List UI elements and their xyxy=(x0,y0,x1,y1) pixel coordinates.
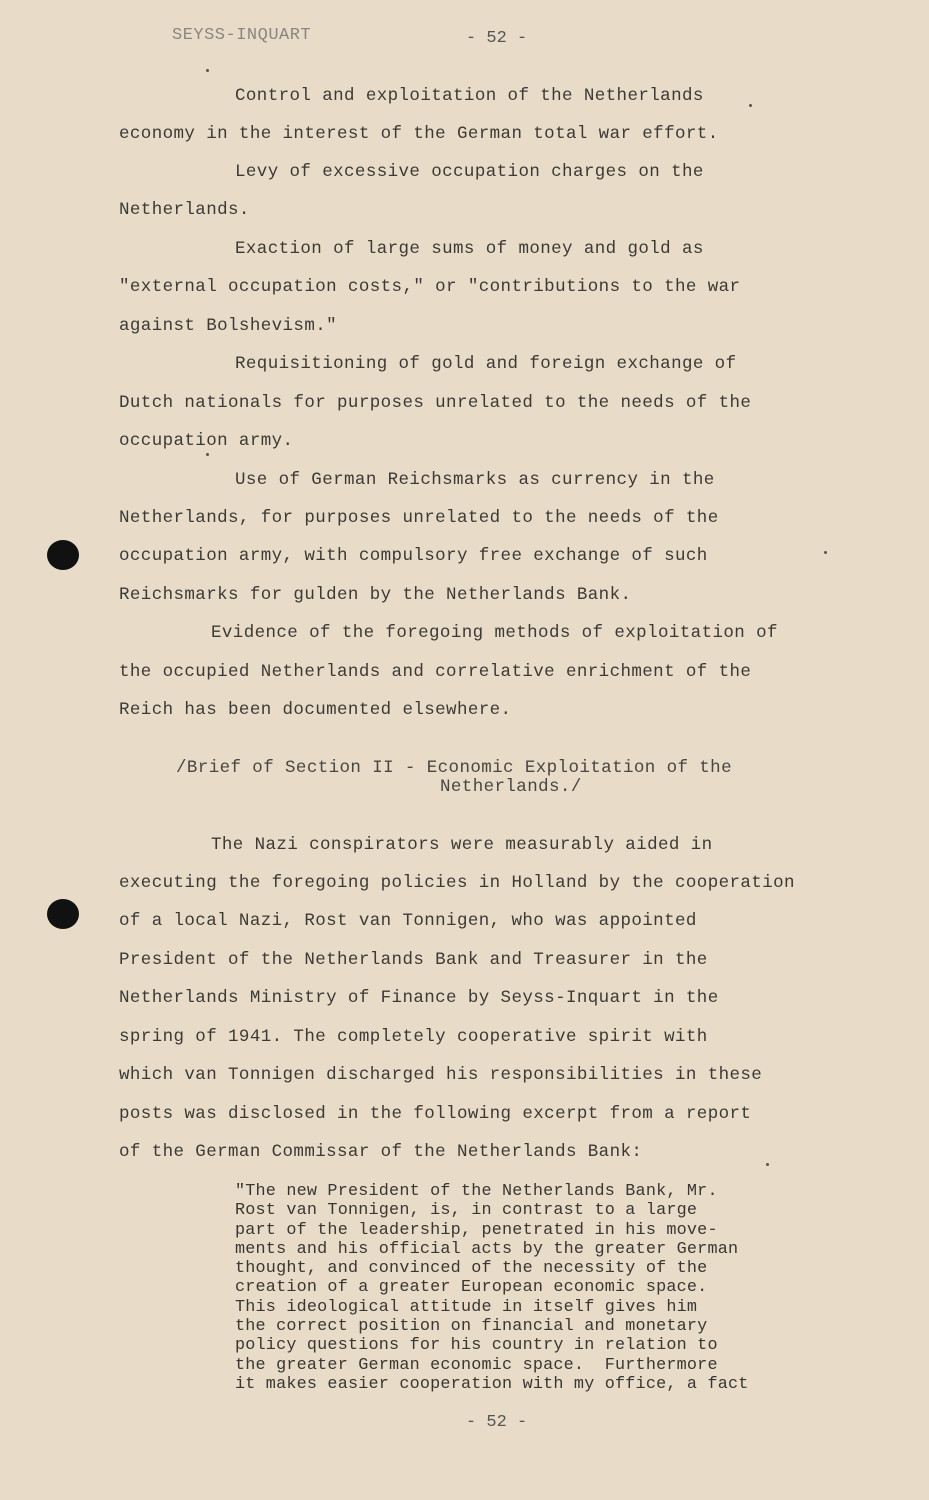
paper-speck xyxy=(749,104,752,107)
paragraph-line: Netherlands Ministry of Finance by Seyss-Inquart in the xyxy=(119,988,719,1008)
quote-line: "The new President of the Netherlands Bank, Mr. xyxy=(235,1182,718,1201)
paragraph-line: occupation army, with compulsory free exchange of such xyxy=(119,546,708,566)
quote-line: ments and his official acts by the greater German xyxy=(235,1239,739,1259)
block-quote xyxy=(235,1182,749,1394)
paragraph-line: Reich has been documented elsewhere. xyxy=(119,700,512,720)
header-page-number: - 52 - xyxy=(466,29,528,48)
paragraph-line: of a local Nazi, Rost van Tonnigen, who was appointed xyxy=(119,911,697,931)
punch-hole-icon xyxy=(47,899,79,929)
paragraph-line: Exaction of large sums of money and gold as xyxy=(235,239,704,259)
paragraph-line: Reichsmarks for gulden by the Netherlands Bank. xyxy=(119,585,632,605)
paragraph-line: Evidence of the foregoing methods of exploitation of xyxy=(211,623,778,643)
paragraph-line: posts was disclosed in the following excerpt from a report xyxy=(119,1104,752,1124)
paragraph-line: which van Tonnigen discharged his responsibilities in these xyxy=(119,1065,763,1085)
paragraph-line: economy in the interest of the German total war effort. xyxy=(119,124,719,144)
quote-line: Rost van Tonnigen, is, in contrast to a large xyxy=(235,1201,698,1221)
section-caption: Netherlands./ xyxy=(440,777,582,797)
paper-speck xyxy=(766,1163,769,1166)
paper-speck xyxy=(206,453,209,456)
paragraph-line: Netherlands. xyxy=(119,200,250,220)
paper-speck xyxy=(206,69,209,72)
paragraph-line: of the German Commissar of the Netherlands Bank: xyxy=(119,1142,643,1162)
quote-line: part of the leadership, penetrated in his move- xyxy=(235,1220,718,1240)
paragraph-line: executing the foregoing policies in Holland by the cooperation xyxy=(119,873,795,893)
punch-hole-icon xyxy=(47,540,79,570)
paragraph-line: Use of German Reichsmarks as currency in the xyxy=(235,470,715,490)
paragraph-line: Requisitioning of gold and foreign exchange of xyxy=(235,354,737,374)
quote-line: creation of a greater European economic space. xyxy=(235,1278,708,1298)
paragraph-line: Levy of excessive occupation charges on the xyxy=(235,162,704,182)
paragraph-line: against Bolshevism." xyxy=(119,316,338,336)
paragraph-line: spring of 1941. The completely cooperative spirit with xyxy=(119,1027,708,1047)
paragraph-line: "external occupation costs," or "contributions to the war xyxy=(119,277,741,297)
section-caption: /Brief of Section II - Economic Exploitation of the xyxy=(176,758,732,778)
quote-line: This ideological attitude in itself gives him xyxy=(235,1297,698,1317)
paragraph-line: the occupied Netherlands and correlative enrichment of the xyxy=(119,662,752,682)
quote-line: the greater German economic space. Furthermore xyxy=(235,1355,718,1375)
paragraph-line: President of the Netherlands Bank and Treasurer in the xyxy=(119,950,708,970)
header-defendant-name: SEYSS-INQUART xyxy=(172,26,312,45)
quote-line: the correct position on financial and monetary xyxy=(235,1317,708,1337)
paragraph-line: The Nazi conspirators were measurably aided in xyxy=(211,835,713,855)
footer-page-number: - 52 - xyxy=(466,1413,528,1432)
quote-line: it makes easier cooperation with my office, a fact xyxy=(235,1374,749,1394)
paper-speck xyxy=(824,551,827,554)
quote-line: thought, and convinced of the necessity of the xyxy=(235,1259,708,1279)
quote-line: policy questions for his country in relation to xyxy=(235,1336,718,1356)
paragraph-line: Dutch nationals for purposes unrelated to the needs of the xyxy=(119,393,752,413)
paragraph-line: Control and exploitation of the Netherlands xyxy=(235,86,704,106)
paragraph-line: occupation army. xyxy=(119,431,294,451)
paragraph-line: Netherlands, for purposes unrelated to the needs of the xyxy=(119,508,719,528)
